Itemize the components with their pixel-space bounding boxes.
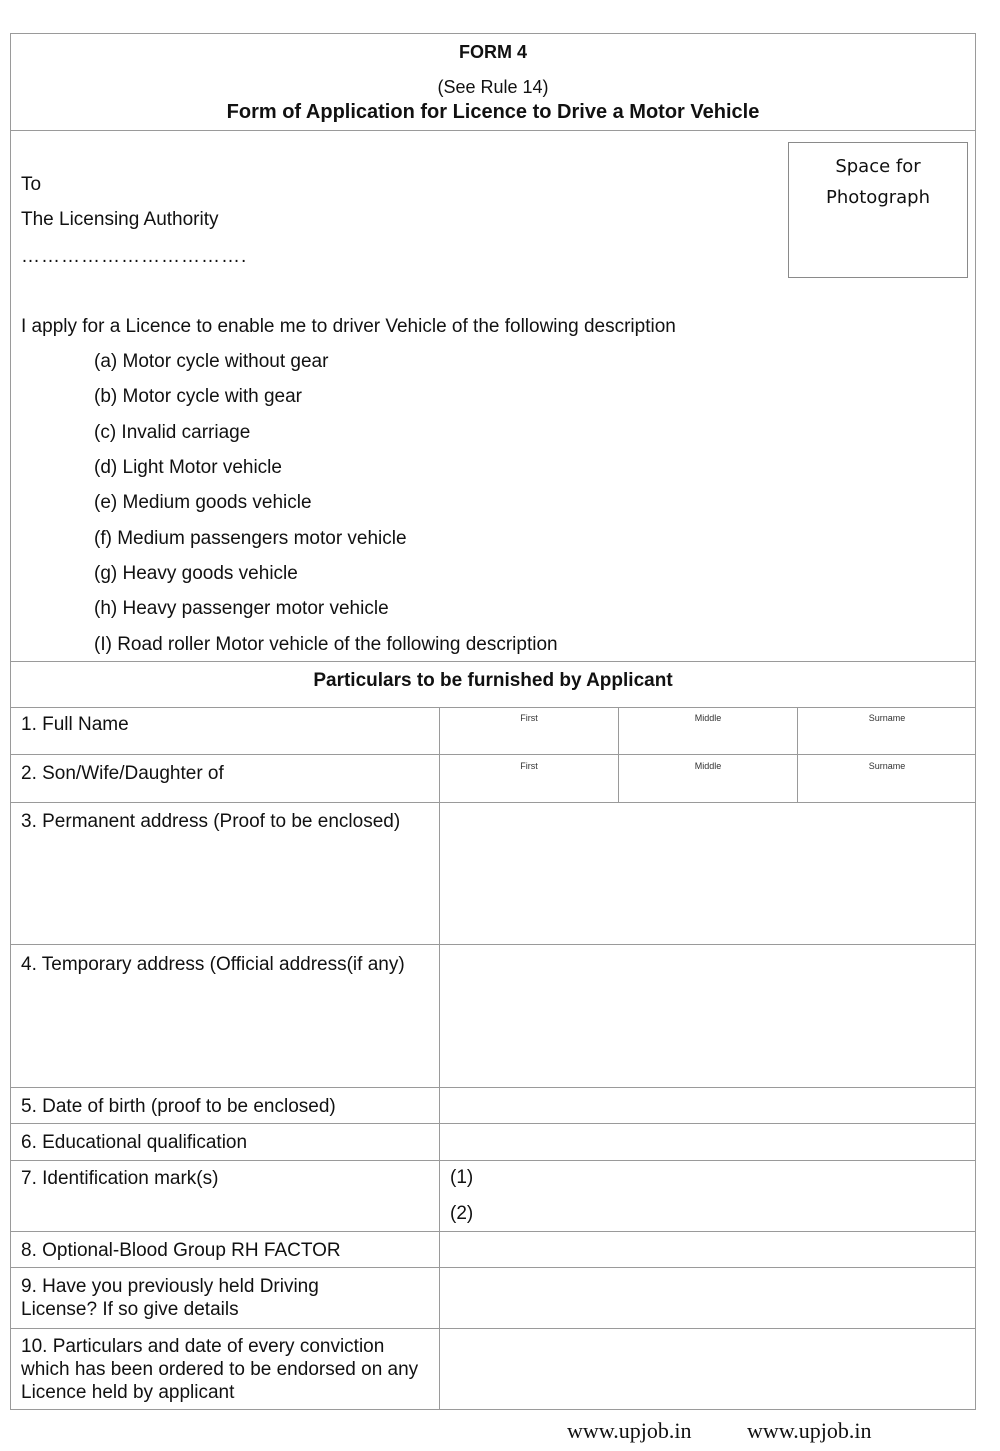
vehicle-option: (c) Invalid carriage — [94, 422, 251, 443]
application-form — [10, 33, 976, 1410]
form-number: FORM 4 — [458, 42, 527, 62]
section-divider-top — [11, 661, 975, 662]
vehicle-option: (d) Light Motor vehicle — [94, 457, 282, 478]
full-name-middle-field[interactable] — [619, 708, 797, 754]
vehicle-option: (g) Heavy goods vehicle — [94, 563, 298, 584]
full-name-first-caption: First — [520, 713, 538, 723]
id-mark-2-field[interactable] — [481, 1196, 976, 1231]
dob-label: 5. Date of birth (proof to be enclosed) — [21, 1096, 336, 1117]
dob-field[interactable] — [440, 1088, 976, 1123]
blood-group-label: 8. Optional-Blood Group RH FACTOR — [21, 1240, 341, 1261]
relation-first-caption: First — [520, 761, 538, 771]
blood-group-field[interactable] — [440, 1232, 976, 1267]
relation-middle-caption: Middle — [694, 761, 722, 771]
photo-label-line1: Space for — [835, 156, 921, 177]
permanent-address-field[interactable] — [440, 803, 976, 944]
permanent-address-label: 3. Permanent address (Proof to be enclosed) — [21, 811, 401, 832]
temporary-address-label: 4. Temporary address (Official address(if any) — [21, 954, 405, 975]
relation-surname-caption: Surname — [868, 761, 906, 771]
photograph-box[interactable] — [788, 142, 968, 278]
vehicle-option: (a) Motor cycle without gear — [94, 351, 329, 372]
vehicle-option: (f) Medium passengers motor vehicle — [94, 528, 407, 549]
vehicle-option: (b) Motor cycle with gear — [94, 386, 303, 407]
convictions-field[interactable] — [440, 1329, 976, 1410]
watermark-right: www.upjob.in — [747, 1418, 872, 1443]
form-title: Form of Application for Licence to Drive a Motor Vehicle — [226, 101, 760, 123]
licensing-authority: The Licensing Authority — [21, 209, 219, 230]
rule-reference: (See Rule 14) — [437, 77, 549, 97]
relation-surname-field[interactable] — [798, 755, 976, 802]
education-label: 6. Educational qualification — [21, 1132, 248, 1153]
full-name-surname-caption: Surname — [868, 713, 906, 723]
section-title: Particulars to be furnished by Applicant — [313, 670, 673, 691]
full-name-middle-caption: Middle — [694, 713, 722, 723]
id-mark-2-label: (2) — [450, 1203, 474, 1224]
convictions-label: 10. Particulars and date of every conviction which has been ordered to be endorsed on any Licence held by applicant — [21, 1336, 419, 1403]
photo-label-line2: Photograph — [825, 187, 931, 208]
vehicle-option: (I) Road roller Motor vehicle of the following description — [94, 634, 558, 655]
temporary-address-field[interactable] — [440, 945, 976, 1087]
id-marks-label: 7. Identification mark(s) — [21, 1168, 219, 1189]
id-mark-1-field[interactable] — [481, 1161, 976, 1196]
addressee-to: To — [21, 174, 42, 195]
vehicle-option: (e) Medium goods vehicle — [94, 492, 312, 513]
relation-first-field[interactable] — [440, 755, 618, 802]
full-name-label: 1. Full Name — [21, 714, 129, 735]
previous-license-label: 9. Have you previously held Driving License? If so give details — [21, 1276, 319, 1320]
full-name-first-field[interactable] — [440, 708, 618, 754]
watermark-left: www.upjob.in — [567, 1418, 692, 1443]
apply-statement: I apply for a Licence to enable me to driver Vehicle of the following description — [21, 316, 676, 337]
full-name-surname-field[interactable] — [798, 708, 976, 754]
relation-middle-field[interactable] — [619, 755, 797, 802]
header-divider — [11, 130, 975, 131]
id-mark-1-label: (1) — [450, 1167, 474, 1188]
authority-blank-line[interactable]: ……………………………. — [21, 246, 248, 267]
vehicle-option: (h) Heavy passenger motor vehicle — [94, 598, 389, 619]
previous-license-field[interactable] — [440, 1268, 976, 1328]
education-field[interactable] — [440, 1124, 976, 1160]
relation-label: 2. Son/Wife/Daughter of — [21, 763, 224, 784]
